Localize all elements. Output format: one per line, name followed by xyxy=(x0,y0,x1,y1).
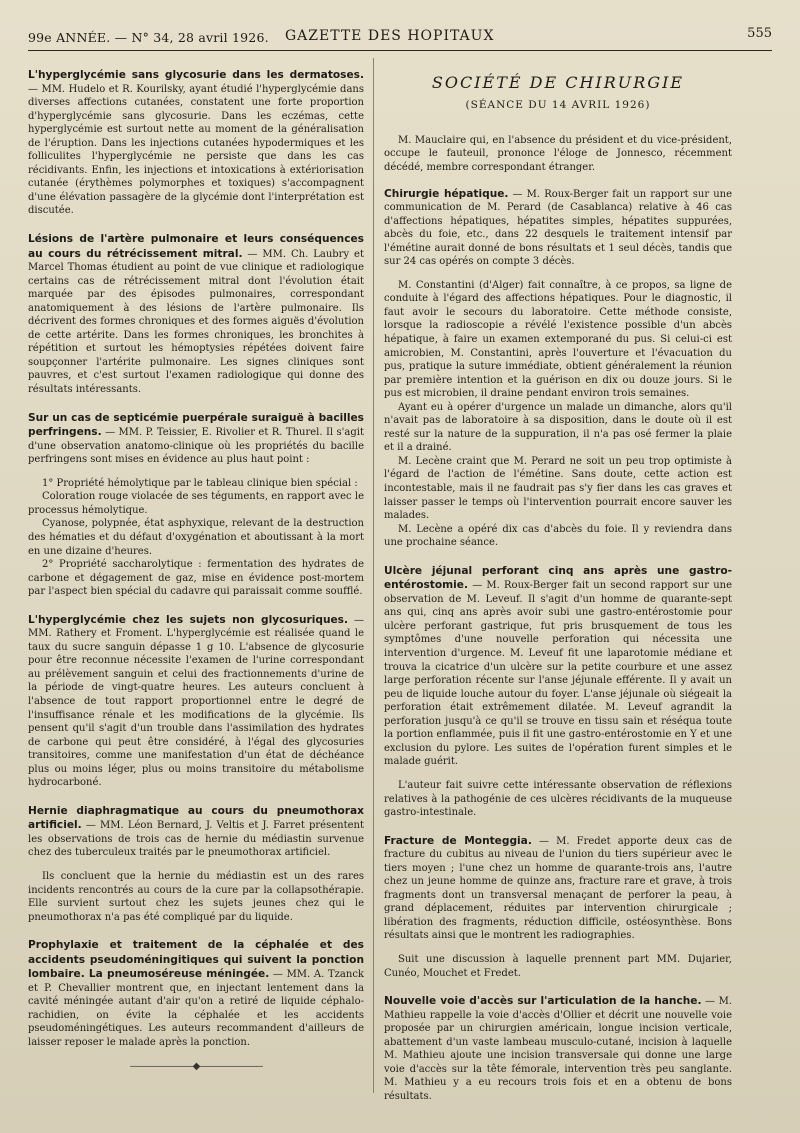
article-hyperglycemie-dermatoses xyxy=(28,68,364,218)
article-body: — MM. Léon Bernard, J. Veltis et J. Farret présentent les observations de trois cas de hernie du médiastin survenue chez des tuberculeux traités par le pneumothorax artificiel. xyxy=(28,820,364,859)
article-paragraph: M. Constantini (d'Alger) fait connaître, à ce propos, sa ligne de conduite à l'égard des affections hépatiques. Pour le diagnostic, il faut avoir le secours du laboratoire. Cette méthode consiste, lorsque la radioscopie a révélé l'existence possible d'un abcès hépatique, à faire un examen extemporané du pus. Si celui-ci est amicrobien, M. Constantini, après l'ouverture et l'évacuation du pus, pratique la suture immédiate, obtient généralement la réunion par première intention et la guérison en dix ou douze jours. Si le pus est microbien, il draine pendant environ trois semaines. xyxy=(384,279,732,400)
issue-info: 99e ANNÉE. — N° 34, 28 avril 1926. xyxy=(28,30,269,45)
right-column xyxy=(384,68,732,1117)
column-divider xyxy=(373,58,374,1093)
article-title: Prophylaxie et traitement de la céphalée et des accidents pseudoméningitiques qui suivent la ponction lombaire. La pneumoséreuse méningée. xyxy=(28,939,364,981)
article-body: — M. Fredet apporte deux cas de fracture du cubitus au niveau de l'union du tiers supérieur avec le tiers moyen ; l'une chez un homme de quarante-trois ans, l'autre chez un jeune homme de quinze ans, fracture rare et grave, à trois fragments dont un transversal menaçant de perforer la peau, à grand déplacement, réduites par intervention chirurgicale ; libération des fragments, réduction difficile, ostéosynthèse. Bons résultats ainsi que le montrent les radiographies. xyxy=(384,835,733,942)
article-title: Sur un cas de septicémie puerpérale suraiguë à bacilles perfringens. xyxy=(28,411,364,439)
article-title: L'hyperglycémie chez les sujets non glycosuriques. xyxy=(28,613,349,626)
article-body: — MM. P. Teissier, E. Rivolier et R. Thurel. Il s'agit d'une observation anatomo-clinique où les propriétés du bacille perfringens sont mises en évidence au plus haut point : xyxy=(28,427,364,466)
article-title: Ulcère jéjunal perforant cinq ans après une gastro-entérostomie. xyxy=(384,564,732,592)
article-paragraph: Ils concluent que la hernie du médiastin est un des rares incidents rencontrés au cours de la cure par la collapsothérapie. Elle survient surtout chez les sujets jeunes chez qui le pneumothorax n'a pas été compliqué par du liquide. xyxy=(28,870,364,923)
article-paragraph: 2° Propriété saccharolytique : fermentation des hydrates de carbone et dégagement de gaz, mise en évidence post-mortem par l'aspect bien spécial du cadavre qui paraissait comme soufflé. xyxy=(28,559,364,598)
article-paragraph: M. Lecène craint que M. Perard ne soit un peu trop optimiste à l'égard de l'action de l'émétine. Sans doute, cette action est incontestable, mais il ne faudrait pas s'y fier dans les cas graves et laisser passer le temps où l'intervention pourrait encore sauver les malades. xyxy=(384,455,732,522)
article-title: L'hyperglycémie sans glycosurie dans les dermatoses. xyxy=(28,69,364,81)
article-title: Hernie diaphragmatique au cours du pneumothorax artificiel. xyxy=(28,804,364,832)
article-title: Fracture de Monteggia. xyxy=(384,834,532,847)
article-title: Lésions de l'artère pulmonaire et leurs conséquences au cours du rétrécissement mitral. xyxy=(28,233,364,260)
article-body: — M. Roux-Berger fait un rapport sur une communication de M. Perard (de Casablanca) relative à 46 cas d'affections hépatiques, hépatites simples, hépatites suppurées, abcès du foie, etc., dans 22 desquels le traitement intensif par l'émétine aurait donné de bons résultats et 1 seul décès, tandis que sur 24 cas opérés on compte 3 décès. xyxy=(384,188,733,268)
page-number: 555 xyxy=(747,26,772,41)
article-title: Chirurgie hépatique. xyxy=(384,187,509,200)
article-paragraph: Suit une discussion à laquelle prennent part MM. Dujarier, Cunéo, Mouchet et Fredet. xyxy=(384,953,732,979)
article-body: — M. Roux-Berger fait un second rapport sur une observation de M. Leveuf. Il s'agit d'un homme de quarante-sept ans qui, cinq ans après avoir subi une gastro-entérostomie pour ulcère perforant gastrique, fut pris brusquement de tous les symptômes d'une nouvelle perforation qui nécessita une intervention d'urgence. M. Leveuf fit une laparotomie médiane et trouva la cicatrice d'un ulcère sur la petite courbure et une assez large perforation récente sur l'anse jéjunale efférente. Il y avait un peu de liquide louche autour du foyer. L'anse jéjunale où siégeait la perforation était extrêmement dilatée. M. Leveuf agrandit la perforation jusqu'à ce qu'il se trouve en tissu sain et réséqua toute la portion enflammée, puis il fit une gastro-entérostomie en Y et une exclusion du pylore. Les suites de l'opération furent simples et le malade guérit. xyxy=(384,580,732,768)
article-paragraph: 1° Propriété hémolytique par le tableau clinique bien spécial : xyxy=(42,477,358,489)
article-paragraph: L'auteur fait suivre cette intéressante observation de réflexions relatives à la pathogénie de ces ulcères récidivants de la muqueuse gastro-intestinale. xyxy=(384,779,732,819)
article-body: — M. Mathieu rappelle la voie d'accès d'Ollier et décrit une nouvelle voie proposée par un chirurgien américain, longue incision verticale, abattement d'un vaste lambeau musculo-cutané, incision à laquelle M. Mathieu ajoute une incision transversale qui donne une large voie d'accès sur la tête fémorale, intervention très peu sanglante. M. Mathieu y a eu recours trois fois et en a obtenu de bons résultats. xyxy=(384,996,733,1102)
left-column xyxy=(28,68,364,1087)
end-ornament: ———————◆——————— xyxy=(129,1060,263,1072)
journal-title: GAZETTE DES HOPITAUX xyxy=(285,28,495,44)
article-body: — MM. Rathery et Froment. L'hyperglycémie est réalisée quand le taux du sucre sanguin dépasse 1 g 10. L'absence de glycosurie pour être reconnue nécessite l'examen de l'urine correspondant au prélèvement sanguin et celui des fractionnements d'urine de la période de vingt-quatre heures. Les auteurs concluent à l'absence de tout rapport proportionnel entre le degré de l'insuffisance rénale et les modifications de la glycémie. Ils pensent qu'il s'agit d'un trouble dans l'assimilation des hydrates de carbone qui peut être considéré, à l'égal des glycosuries transitoires, comme une manifestation d'un état de déchéance plus ou moins léger, plus ou moins transitoire du métabolisme hydrocarboné. xyxy=(28,614,364,789)
article-paragraph: Coloration rouge violacée de ses téguments, en rapport avec le processus hémolytique. xyxy=(28,491,364,516)
article-title: Nouvelle voie d'accès sur l'articulation de la hanche. xyxy=(384,995,702,1008)
section-subtitle: (SÉANCE DU 14 AVRIL 1926) xyxy=(465,98,651,111)
article-cephalee-ponction xyxy=(28,938,364,1073)
section-intro: M. Mauclaire qui, en l'absence du président et du vice-président, occupe le fauteuil, prononce l'éloge de Jonnesco, récemment décédé, membre correspondant étranger. xyxy=(384,134,732,173)
header-rule xyxy=(28,50,772,51)
page-header xyxy=(0,22,800,52)
article-body: — MM. Hudelo et R. Kourilsky, ayant étudié l'hyperglycémie dans diverses affections cutanées, constatent une forte proportion d'hyperglycémie sans glycosurie. Dans les eczémas, cette hyperglycémie est surtout nette au moment de la généralisation de l'éruption. Dans les injections cutanées hypodermiques et les folliculites l'hyperglycémie ne persiste que dans les cas récidivants. Enfin, les injections et intoxications à extériorisation cutanée (érythèmes polymorphes et toxiques) s'accompagnent d'une élévation passagère de la glycémie dont l'interprétation est discutée. xyxy=(28,83,364,217)
article-ulcere-jejunal xyxy=(384,564,732,820)
article-body: — MM. A. Tzanck et P. Chevallier montrent que, en injectant lentement dans la cavité méningée autant d'air qu'on a retiré de liquide céphalo-rachidien, on évite la céphalée et les accidents pseudoméningétiques. Les auteurs recommandent d'ailleurs de laisser reposer le malade après la ponction. xyxy=(28,969,364,1048)
article-artere-pulmonaire xyxy=(28,232,364,397)
article-septicemie-puerperale xyxy=(28,411,364,599)
article-paragraph: M. Lecène a opéré dix cas d'abcès du foie. Il y reviendra dans une prochaine séance. xyxy=(384,523,732,549)
article-fracture-monteggia xyxy=(384,834,732,980)
article-hernie-diaphragmatique xyxy=(28,804,364,924)
article-body: — MM. Ch. Laubry et Marcel Thomas étudient au point de vue clinique et radiologique certains cas de rétrécissement mitral dont l'évolution était marquée par des épisodes pulmonaires, correspondant anatomiquement à des lésions de l'artère pulmonaire. Ils décrivent des formes chroniques et des formes aiguës d'évolution de cette artérite. Dans les formes chroniques, les bronchites à répétition et surtout les hémoptysies répétées doivent faire soupçonner l'artérite pulmonaire. Les signes cliniques sont pauvres, et c'est surtout l'examen radiologique qui donne des résultats intéressants. xyxy=(28,248,364,396)
article-paragraph: Cyanose, polypnée, état asphyxique, relevant de la destruction des hématies et du défaut d'oxygénation et aboutissant à la mort en une dizaine d'heures. xyxy=(28,518,364,557)
article-chirurgie-hepatique xyxy=(384,187,732,550)
article-paragraph: Ayant eu à opérer d'urgence un malade un dimanche, alors qu'il n'avait pas de laboratoire à sa disposition, dans le doute où il est resté sur la nature de la suppuration, il n'a pas osé fermer la plaie et il a drainé. xyxy=(384,401,732,454)
article-voie-acces-hanche xyxy=(384,994,732,1103)
section-title: SOCIÉTÉ DE CHIRURGIE xyxy=(431,73,685,92)
article-hyperglycemie-non-glycosuriques xyxy=(28,613,364,790)
